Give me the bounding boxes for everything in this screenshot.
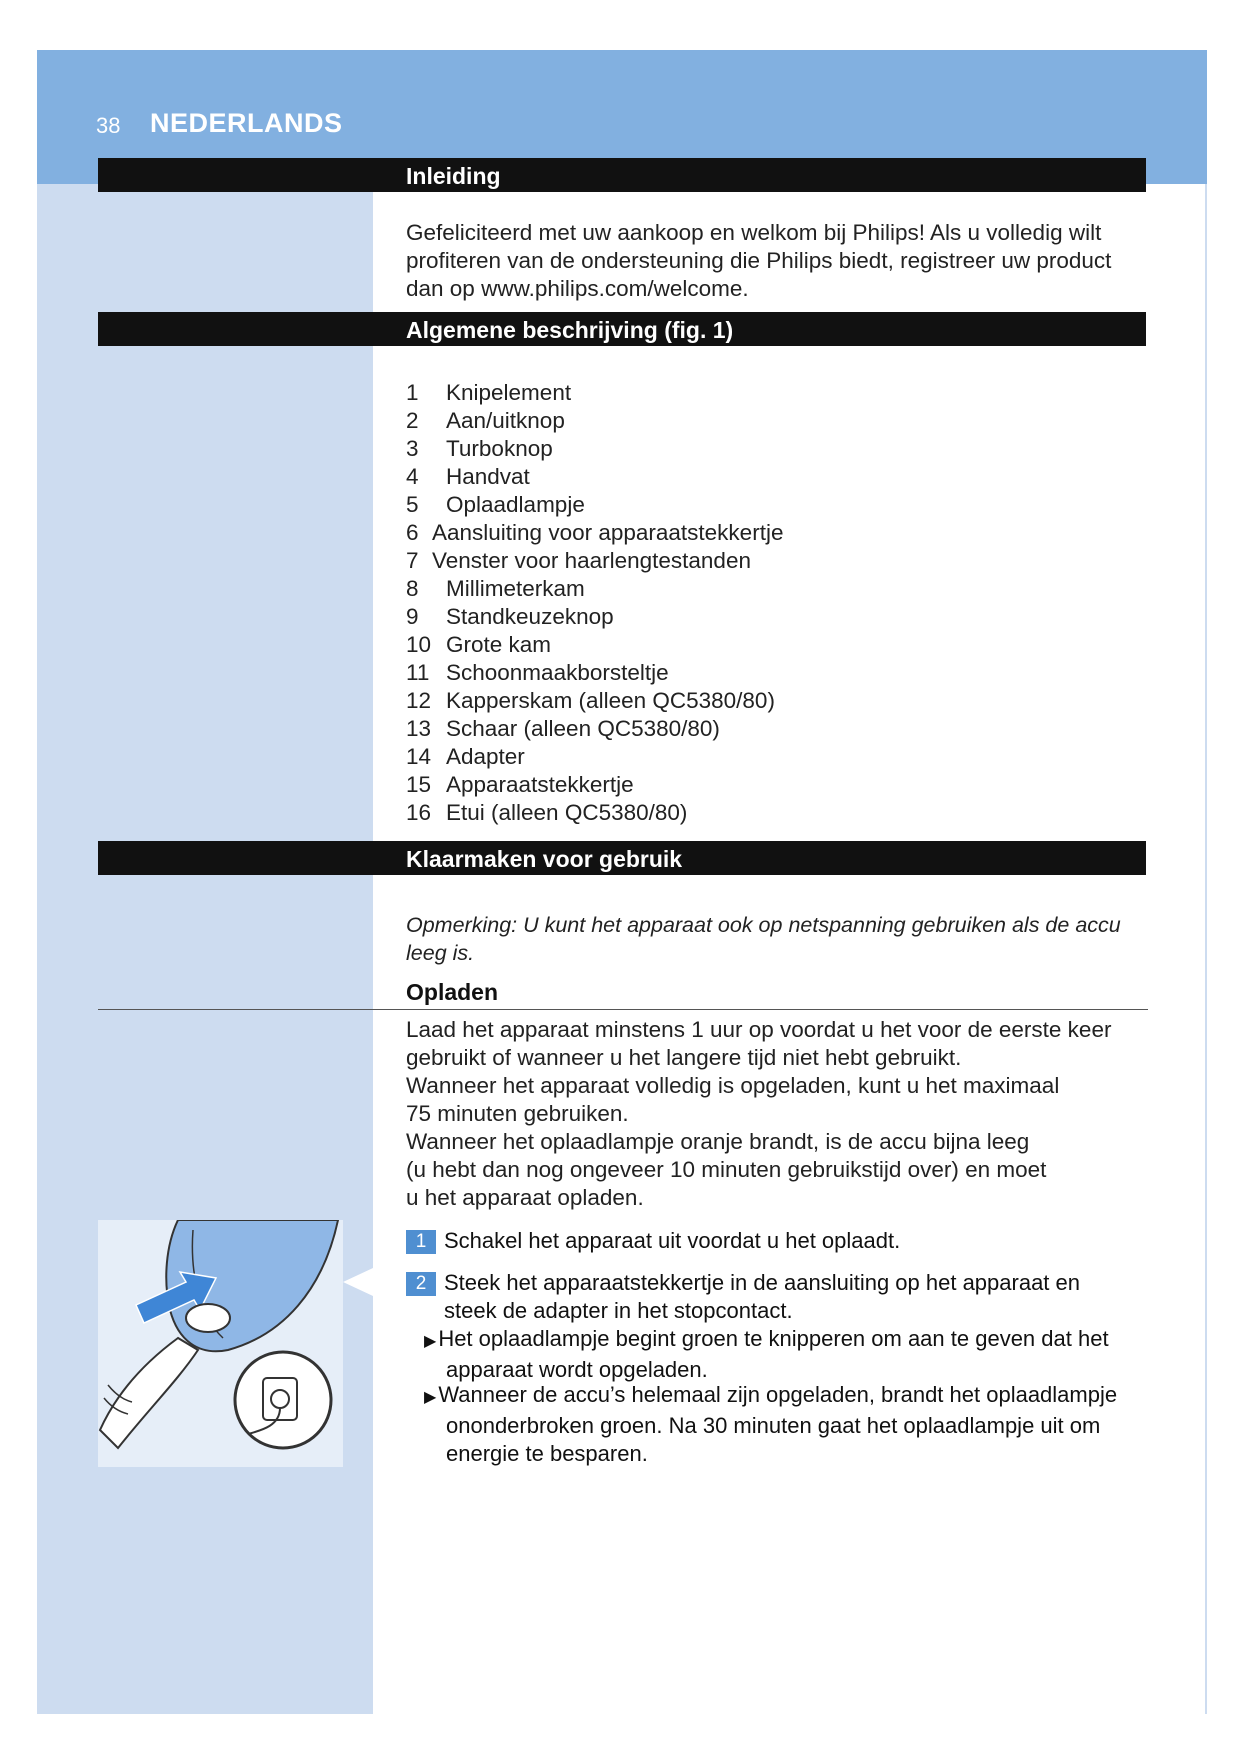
bullet-line: Wanneer de accu’s helemaal zijn opgeladen, brandt het oplaadlampje bbox=[438, 1382, 1118, 1407]
list-item bbox=[406, 379, 783, 407]
intro-paragraph bbox=[406, 219, 1126, 303]
note-line: Opmerking: U kunt het apparaat ook op netspanning gebruiken als de accu bbox=[406, 913, 1121, 937]
list-item-number: 16 bbox=[406, 800, 432, 825]
list-item-label: Standkeuzeknop bbox=[446, 604, 614, 629]
charging-line: Wanneer het oplaadlampje oranje brandt, is de accu bijna leeg bbox=[406, 1129, 1030, 1154]
bullet-line: Het oplaadlampje begint groen te knipperen om aan te geven dat het bbox=[438, 1326, 1109, 1351]
figure-pointer bbox=[343, 1268, 373, 1296]
list-item-number: 5 bbox=[406, 492, 419, 517]
step-number-badge: 1 bbox=[406, 1230, 436, 1254]
list-item-number: 15 bbox=[406, 772, 432, 797]
list-item-number: 11 bbox=[406, 660, 430, 685]
charging-illustration-svg bbox=[98, 1220, 343, 1467]
charging-line: Wanneer het apparaat volledig is opgeladen, kunt u het maximaal bbox=[406, 1073, 1060, 1098]
list-item bbox=[406, 603, 783, 631]
intro-line: dan op www.philips.com/welcome. bbox=[406, 276, 749, 301]
list-item-label: Schaar (alleen QC5380/80) bbox=[446, 716, 720, 741]
list-item bbox=[406, 715, 783, 743]
bullet-item bbox=[424, 1381, 1146, 1468]
list-item bbox=[406, 491, 783, 519]
list-item-label: Kapperskam (alleen QC5380/80) bbox=[446, 688, 775, 713]
list-item-number: 13 bbox=[406, 716, 432, 741]
page-number: 38 bbox=[96, 113, 121, 138]
list-item-number: 7 bbox=[406, 548, 419, 573]
subheading-charging: Opladen bbox=[406, 979, 499, 1005]
step-line: Schakel het apparaat uit voordat u het oplaadt. bbox=[444, 1228, 901, 1253]
list-item bbox=[406, 659, 783, 687]
step-number-badge: 2 bbox=[406, 1272, 436, 1296]
section-bar-prepare bbox=[98, 841, 1146, 875]
list-item-label: Millimeterkam bbox=[446, 576, 585, 601]
charging-line: Laad het apparaat minstens 1 uur op voordat u het voor de eerste keer bbox=[406, 1017, 1112, 1042]
list-item bbox=[406, 575, 783, 603]
arrow-bullet-icon: ▶ bbox=[424, 1333, 437, 1350]
list-item-label: Grote kam bbox=[446, 632, 552, 657]
list-item-label: Oplaadlampje bbox=[446, 492, 585, 517]
intro-line: profiteren van de ondersteuning die Philips biedt, registreer uw product bbox=[406, 248, 1112, 273]
list-item-number: 4 bbox=[406, 464, 419, 489]
list-item-label: Turboknop bbox=[446, 436, 553, 461]
list-item-number: 6 bbox=[406, 520, 419, 545]
list-item-label: Aansluiting voor apparaatstekkertje bbox=[432, 520, 784, 545]
step-item bbox=[406, 1227, 1146, 1255]
note-paragraph bbox=[406, 911, 1146, 967]
section-title-intro: Inleiding bbox=[406, 163, 501, 189]
charging-line: gebruikt of wanneer u het langere tijd niet hebt gebruikt. bbox=[406, 1045, 962, 1070]
list-item-number: 2 bbox=[406, 408, 419, 433]
list-item bbox=[406, 743, 783, 771]
charging-illustration bbox=[98, 1220, 343, 1467]
bullet-line: energie te besparen. bbox=[446, 1441, 648, 1466]
list-item-label: Venster voor haarlengtestanden bbox=[432, 548, 751, 573]
list-item-label: Apparaatstekkertje bbox=[446, 772, 634, 797]
list-item-label: Aan/uitknop bbox=[446, 408, 565, 433]
list-item-number: 8 bbox=[406, 576, 419, 601]
list-item-label: Adapter bbox=[446, 744, 525, 769]
bullet-line: ononderbroken groen. Na 30 minuten gaat het oplaadlampje uit om bbox=[446, 1413, 1101, 1438]
section-bar-intro bbox=[98, 158, 1146, 192]
list-item bbox=[406, 687, 783, 715]
list-item-number: 3 bbox=[406, 436, 419, 461]
section-bar-description bbox=[98, 312, 1146, 346]
bullet-line: apparaat wordt opgeladen. bbox=[446, 1357, 708, 1382]
intro-line: Gefeliciteerd met uw aankoop en welkom bij Philips! Als u volledig wilt bbox=[406, 220, 1102, 245]
list-item bbox=[406, 771, 783, 799]
list-item bbox=[406, 799, 783, 827]
list-item bbox=[406, 435, 783, 463]
list-item-label: Knipelement bbox=[446, 380, 572, 405]
step-line: steek de adapter in het stopcontact. bbox=[444, 1298, 793, 1323]
list-item-label: Handvat bbox=[446, 464, 530, 489]
list-item bbox=[406, 547, 783, 575]
bullet-item bbox=[424, 1325, 1146, 1384]
charging-line: (u hebt dan nog ongeveer 10 minuten gebruikstijd over) en moet bbox=[406, 1157, 1047, 1182]
charging-paragraph bbox=[406, 1016, 1126, 1212]
parts-list bbox=[406, 379, 783, 827]
charging-line: 75 minuten gebruiken. bbox=[406, 1101, 629, 1126]
arrow-bullet-icon: ▶ bbox=[424, 1389, 437, 1406]
step-item bbox=[406, 1269, 1146, 1325]
list-item bbox=[406, 631, 783, 659]
socket-icon bbox=[186, 1304, 230, 1332]
list-item-label: Etui (alleen QC5380/80) bbox=[446, 800, 688, 825]
charging-line: u het apparaat opladen. bbox=[406, 1185, 644, 1210]
list-item-number: 12 bbox=[406, 688, 432, 713]
left-margin-band bbox=[37, 184, 373, 1714]
list-item-number: 1 bbox=[406, 380, 419, 405]
list-item-number: 14 bbox=[406, 744, 432, 769]
list-item bbox=[406, 519, 783, 547]
divider bbox=[98, 1009, 1148, 1010]
note-line: leeg is. bbox=[406, 941, 475, 965]
list-item-label: Schoonmaakborsteltje bbox=[446, 660, 669, 685]
list-item-number: 9 bbox=[406, 604, 419, 629]
list-item-number: 10 bbox=[406, 632, 432, 657]
list-item bbox=[406, 463, 783, 491]
language-heading: NEDERLANDS bbox=[150, 108, 343, 138]
step-line: Steek het apparaatstekkertje in de aansluiting op het apparaat en bbox=[444, 1270, 1081, 1295]
list-item bbox=[406, 407, 783, 435]
section-title-prepare: Klaarmaken voor gebruik bbox=[406, 846, 683, 872]
section-title-description: Algemene beschrijving (fig. 1) bbox=[406, 317, 734, 343]
right-margin-line bbox=[1205, 184, 1207, 1714]
